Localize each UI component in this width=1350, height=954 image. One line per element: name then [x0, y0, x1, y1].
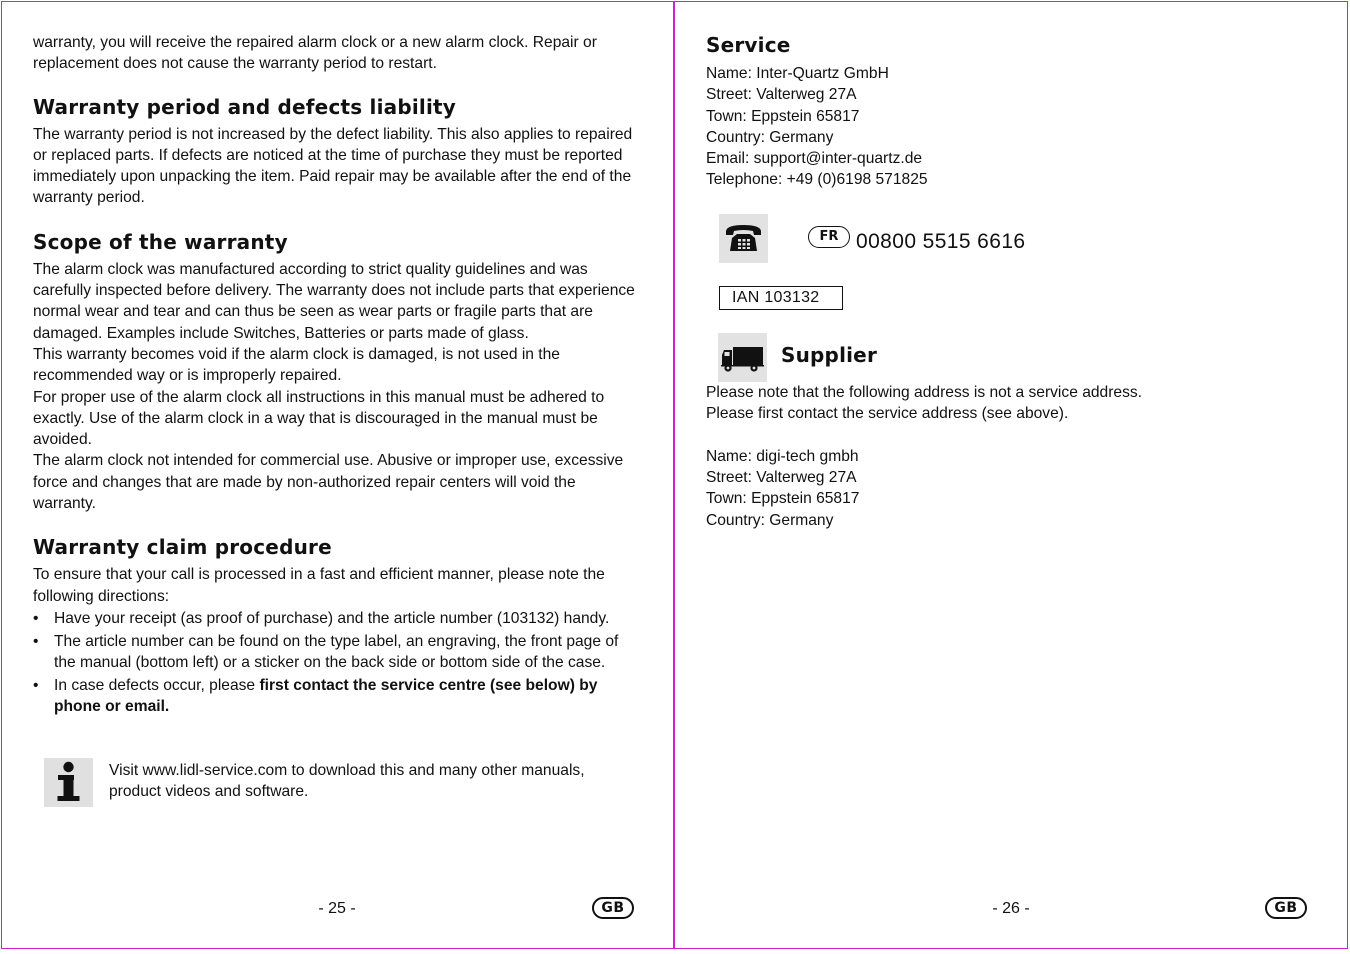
page-number: - 25 -: [318, 900, 356, 917]
country-badge: FR: [808, 226, 850, 248]
truck-icon: [718, 333, 767, 382]
right-page: [674, 1, 1348, 949]
scope-paragraph: The alarm clock was manufactured according to strict quality guidelines and was carefully inspected before delivery. The warranty does not include parts that experience normal wear and tear and can thus be seen as wear parts or fragile parts that are damaged. Examples include Switches, Batteries or parts made of glass.: [33, 260, 635, 342]
supplier-address-line: Country: Germany: [706, 511, 834, 529]
list-item-emphasis: first contact the service centre (see below) by phone or email.: [54, 676, 598, 716]
telephone-icon: [719, 214, 768, 263]
bullet-symbol: •: [33, 676, 39, 694]
hotline-number: 00800 5515 6616: [856, 230, 1026, 253]
hotline: [808, 226, 1108, 256]
claim-heading: Warranty claim procedure: [33, 535, 332, 560]
service-line: Country: Germany: [706, 128, 834, 146]
list-item: [33, 608, 641, 629]
list-item-text: The article number can be found on the type label, an engraving, the front page of the manual (bottom left) or a sticker on the back side or bottom side of the case.: [54, 632, 619, 672]
list-item-text: In case defects occur, please: [54, 676, 260, 694]
service-line: Street: Valterweg 27A: [706, 86, 857, 104]
supplier-note: Please note that the following address is not a service address.: [706, 384, 1143, 401]
spacer: [706, 425, 1326, 446]
service-telephone: Telephone: +49 (0)6198 571825: [706, 171, 928, 189]
ian-number: IAN 103132: [719, 286, 843, 310]
supplier-heading: Supplier: [781, 343, 878, 367]
claim-intro: To ensure that your call is processed in a fast and efficient manner, please note the following directions:: [33, 566, 605, 605]
supplier-address-line: Name: digi-tech gmbh: [706, 447, 859, 465]
scope-paragraph: For proper use of the alarm clock all instructions in this manual must be adhered to exactly. Use of the alarm clock in a way that is discouraged in the manual must be avoided.: [33, 388, 605, 449]
scope-paragraph: The alarm clock not intended for commercial use. Abusive or improper use, excessive force and changes that are made by non-authorized repair centers will void the warranty.: [33, 452, 624, 513]
left-page-content: [33, 32, 641, 719]
supplier-note: Please first contact the service address (see above).: [706, 405, 1069, 423]
warranty-period-heading: Warranty period and defects liability: [33, 94, 457, 119]
service-section: [706, 32, 1326, 191]
info-icon: [44, 758, 93, 807]
list-item-text: Have your receipt (as proof of purchase) and the article number (103132) handy.: [54, 609, 610, 627]
bullet-symbol: •: [33, 609, 39, 627]
supplier-address-line: Street: Valterweg 27A: [706, 469, 857, 487]
service-email: Email: support@inter-quartz.de: [706, 150, 923, 168]
info-note: [44, 758, 644, 808]
service-line: Name: Inter-Quartz GmbH: [706, 65, 889, 82]
bullet-symbol: •: [33, 632, 39, 650]
scope-paragraph: This warranty becomes void if the alarm clock is damaged, is not used in the recommended way or is improperly repaired.: [33, 345, 560, 385]
list-item: [33, 675, 641, 718]
scope-heading: Scope of the warranty: [33, 229, 288, 254]
service-line: Town: Eppstein 65817: [706, 107, 860, 125]
language-badge: GB: [592, 897, 634, 919]
claim-list: [33, 608, 641, 717]
language-badge: GB: [1265, 897, 1307, 919]
info-note-text: Visit www.lidl-service.com to download this and many other manuals, product videos and software.: [109, 762, 585, 801]
list-item: [33, 631, 641, 674]
left-page: [1, 1, 674, 949]
page-number: - 26 -: [992, 900, 1030, 917]
warranty-period-text: The warranty period is not increased by the defect liability. This also applies to repaired or replaced parts. If defects are noticed at the time of purchase they must be reported immediately upon unpacking the item. Paid repair may be available after the end of the warranty period.: [33, 125, 633, 207]
supplier-section: [706, 382, 1326, 531]
service-heading: Service: [706, 33, 791, 57]
supplier-address-line: Town: Eppstein 65817: [706, 490, 860, 508]
intro-text: warranty, you will receive the repaired alarm clock or a new alarm clock. Repair or replacement does not cause the warranty period to restart.: [33, 34, 597, 73]
